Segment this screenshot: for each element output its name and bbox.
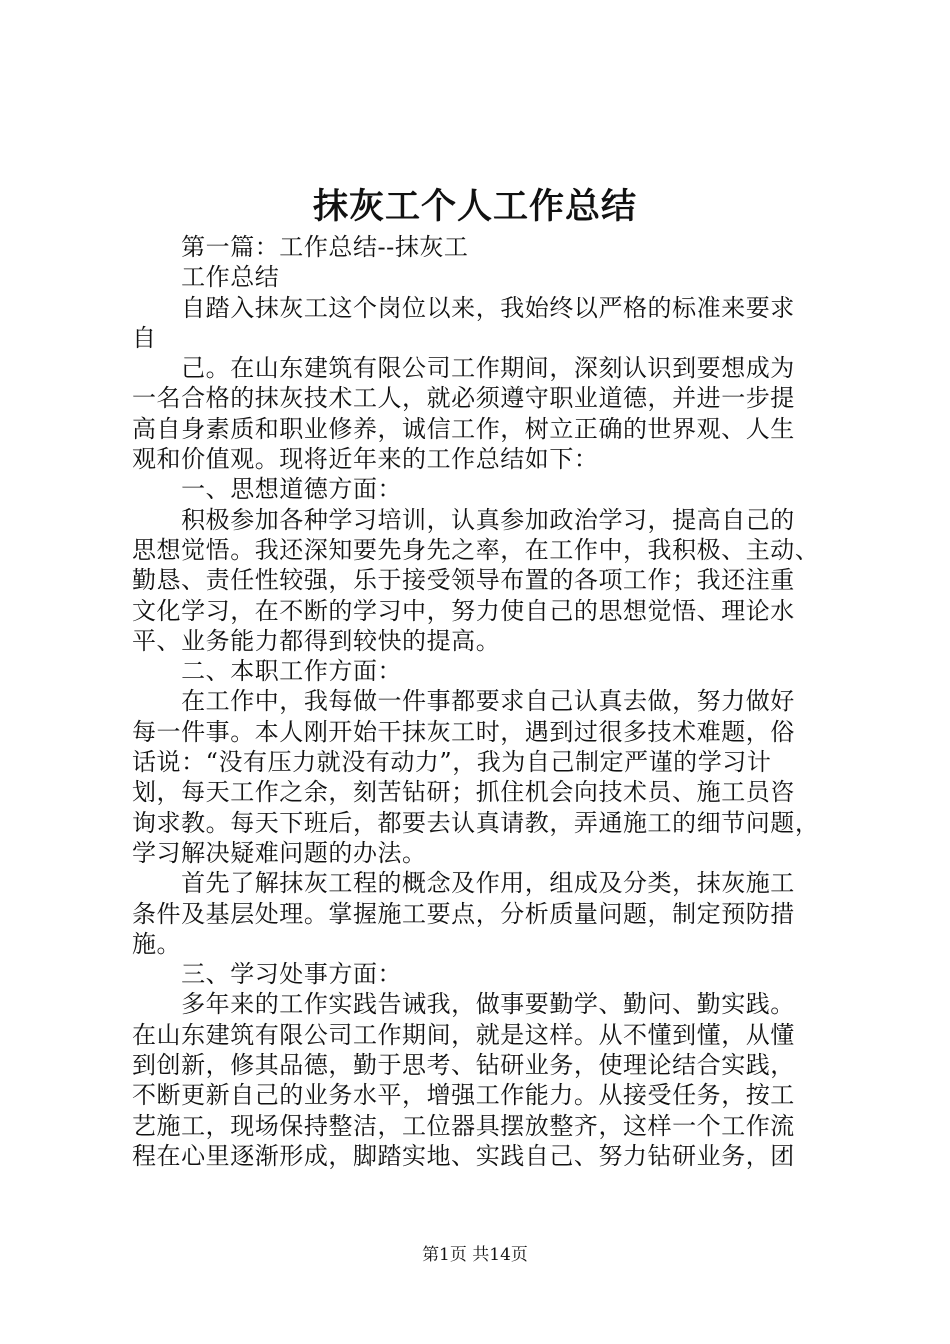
document-title: 抹灰工个人工作总结 [312,186,637,227]
body-line: 艺施工，现场保持整洁，工位器具摆放整齐，这样一个工作流 [132,1111,795,1140]
body-line: 到创新，修其品德，勤于思考、钻研业务，使理论结合实践， [132,1051,795,1080]
body-line: 第一篇：工作总结--抹灰工 [132,233,469,261]
body-line: 自 [132,323,157,352]
body-line: 三、学习处事方面： [132,960,403,989]
body-line: 首先了解抹灰工程的概念及作用，组成及分类，抹灰施工 [132,869,795,898]
body-line: 工作总结 [132,263,280,292]
body-line: 勤恳、责任性较强，乐于接受领导布置的各项工作；我还注重 [132,566,795,595]
body-line: 学习解决疑难问题的办法。 [132,838,427,867]
body-line: 自踏入抹灰工这个岗位以来，我始终以严格的标准来要求 [132,293,795,322]
page-footer: 第1页 共14页 [422,1245,528,1265]
body-line: 在山东建筑有限公司工作期间，就是这样。从不懂到懂，从懂 [132,1020,795,1049]
body-line: 文化学习，在不断的学习中，努力使自己的思想觉悟、理论水 [132,596,795,625]
body-line: 二、本职工作方面： [132,657,403,686]
body-line: 不断更新自己的业务水平，增强工作能力。从接受任务，按工 [132,1081,795,1110]
body-line: 每一件事。本人刚开始干抹灰工时，遇到过很多技术难题，俗 [132,717,795,746]
body-line: 平、业务能力都得到较快的提高。 [132,626,501,655]
body-line: 一名合格的抹灰技术工人，就必须遵守职业道德，并进一步提 [132,384,795,413]
document-body [132,232,832,1171]
body-line: 话说：“没有压力就没有动力”，我为自己制定严谨的学习计 [132,748,772,777]
body-line: 思想觉悟。我还深知要先身先之率，在工作中，我积极、主动、 [132,535,820,564]
body-line: 观和价值观。现将近年来的工作总结如下： [132,445,599,474]
body-line: 积极参加各种学习培训，认真参加政治学习，提高自己的 [132,505,795,534]
body-line: 在工作中，我每做一件事都要求自己认真去做，努力做好 [132,687,795,716]
body-line: 划，每天工作之余，刻苦钻研；抓住机会向技术员、施工员咨 [132,778,795,807]
body-line: 多年来的工作实践告诫我，做事要勤学、勤问、勤实践。 [132,990,795,1019]
body-line: 高自身素质和职业修养，诚信工作，树立正确的世界观、人生 [132,414,795,443]
body-line: 施。 [132,929,182,958]
body-line: 询求教。每天下班后，都要去认真请教，弄通施工的细节问题， [132,808,820,837]
body-line: 程在心里逐渐形成，脚踏实地、实践自己、努力钻研业务，团 [132,1141,795,1170]
body-line: 条件及基层处理。掌握施工要点，分析质量问题，制定预防措 [132,899,795,928]
body-line: 己。在山东建筑有限公司工作期间，深刻认识到要想成为 [132,354,795,383]
body-line: 一、思想道德方面： [132,475,403,504]
